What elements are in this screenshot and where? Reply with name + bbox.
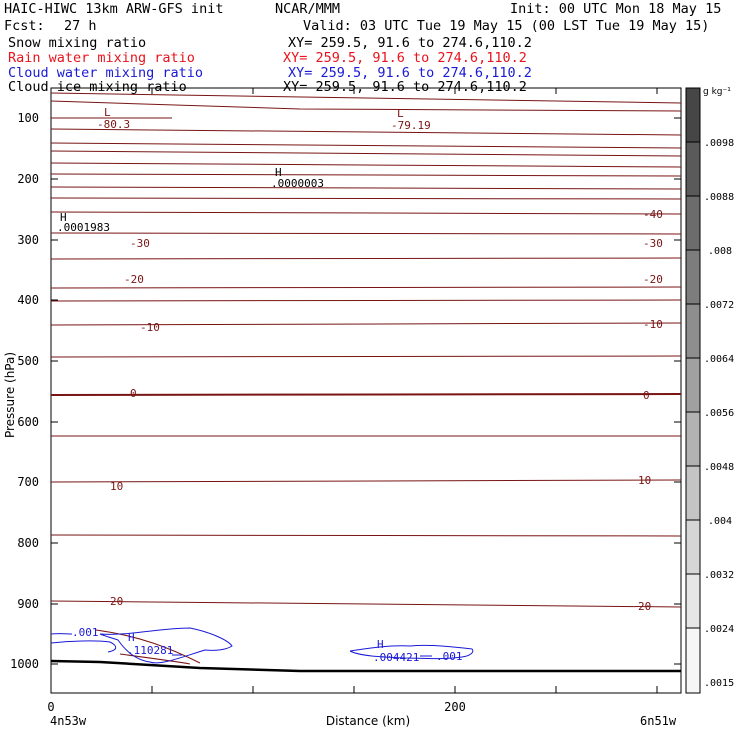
high-marker: H	[275, 166, 282, 179]
colorbar-label: .008	[708, 246, 733, 257]
high-marker: H	[60, 211, 67, 224]
x-axis-label: Distance (km)	[325, 714, 411, 728]
y-tick-label: 600	[17, 415, 39, 429]
field-snow-name: Snow mixing ratio	[8, 35, 147, 51]
isotherm-lines	[51, 93, 681, 664]
y-tick-label: 1000	[10, 657, 39, 671]
field-cloudwater-xy: XY= 259.5, 91.6 to 274.6,110.2	[288, 65, 532, 81]
low-value: -79.19	[391, 119, 431, 132]
y-axis	[51, 118, 681, 664]
cloud-water-value: .001	[436, 650, 463, 663]
high-value: .0001983	[57, 221, 110, 234]
isotherm-label-minus40: -40	[643, 208, 663, 221]
y-tick-label: 200	[17, 172, 39, 186]
colorbar-label: .0032	[704, 570, 735, 581]
x-tick-label: 0	[47, 700, 55, 714]
high-value: .004421	[373, 651, 420, 664]
high-marker: H	[128, 631, 135, 644]
init-time: Init: 00 UTC Mon 18 May 15	[510, 1, 722, 17]
colorbar-label: .0048	[704, 462, 735, 473]
y-axis-label: Pressure (hPa)	[3, 351, 17, 439]
high-value: .0000003	[271, 177, 324, 190]
field-cloudice-name: Cloud ice mixing ratio	[8, 79, 187, 95]
y-tick-label: 700	[17, 475, 39, 489]
isotherm-label-twenty: 20	[110, 595, 124, 608]
isotherm-label-minus10: -10	[140, 321, 160, 334]
isotherm-label-twenty: 20	[638, 600, 652, 613]
colorbar-unit: g kg⁻¹	[703, 87, 731, 97]
colorbar-label: .004	[708, 516, 733, 527]
valid-time: Valid: 03 UTC Tue 19 May 15 (00 LST Tue 19 May 15)	[303, 18, 710, 34]
y-tick-label: 100	[17, 111, 39, 125]
high-value: .110281	[127, 644, 174, 657]
isotherm-label-ten: 10	[110, 480, 124, 493]
x-tick-label: 200	[444, 700, 466, 714]
low-marker: L	[104, 106, 111, 119]
isotherm-label-minus10: -10	[643, 318, 663, 331]
y-tick-label: 900	[17, 597, 39, 611]
terrain-line	[51, 661, 681, 671]
isotherm-label-zero: 0	[130, 387, 137, 400]
field-rain-name: Rain water mixing ratio	[8, 50, 195, 66]
colorbar-label: .0056	[704, 408, 735, 419]
right-endpoint: 6n51w	[640, 714, 677, 728]
field-cloudwater-name: Cloud water mixing ratio	[8, 65, 204, 81]
isotherm-label-minus20: -20	[124, 273, 144, 286]
extrema-labels	[57, 106, 431, 664]
colorbar-label: .0088	[704, 192, 735, 203]
y-tick-label: 800	[17, 536, 39, 550]
cloud-water-value: .001	[72, 626, 99, 639]
isotherm-label-minus30: -30	[130, 237, 150, 250]
colorbar-label: .0015	[704, 678, 735, 689]
forecast-hours: 27 h	[64, 18, 97, 34]
colorbar-label: .0098	[704, 138, 735, 149]
colorbar-label: .0064	[704, 354, 735, 365]
colorbar-labels	[704, 138, 734, 689]
field-rain-xy: XY= 259.5, 91.6 to 274.6,110.2	[283, 50, 527, 66]
low-marker: L	[397, 107, 404, 120]
field-snow-xy: XY= 259.5, 91.6 to 274.6,110.2	[288, 35, 532, 51]
low-value: -80.3	[97, 118, 131, 131]
colorbar-label: .0024	[704, 624, 735, 635]
colorbar-label: .0072	[704, 300, 735, 311]
y-tick-label: 500	[17, 354, 39, 368]
isotherm-label-ten: 10	[638, 474, 652, 487]
high-marker: H	[377, 638, 384, 651]
isotherm-label-minus20: -20	[643, 273, 663, 286]
isotherm-label-zero: 0	[643, 389, 650, 402]
y-tick-label: 300	[17, 233, 39, 247]
field-cloudice-xy: XY= 259.5, 91.6 to 274.6,110.2	[283, 79, 527, 95]
isotherm-label-minus30: -30	[643, 237, 663, 250]
colorbar	[686, 88, 700, 693]
y-tick-label: 400	[17, 293, 39, 307]
left-endpoint: 4n53w	[50, 714, 87, 728]
org-label: NCAR/MMM	[275, 1, 341, 17]
model-title: HAIC-HIWC 13km ARW-GFS init	[4, 1, 224, 17]
isotherm-labels	[110, 208, 663, 613]
forecast-label: Fcst:	[4, 18, 45, 34]
